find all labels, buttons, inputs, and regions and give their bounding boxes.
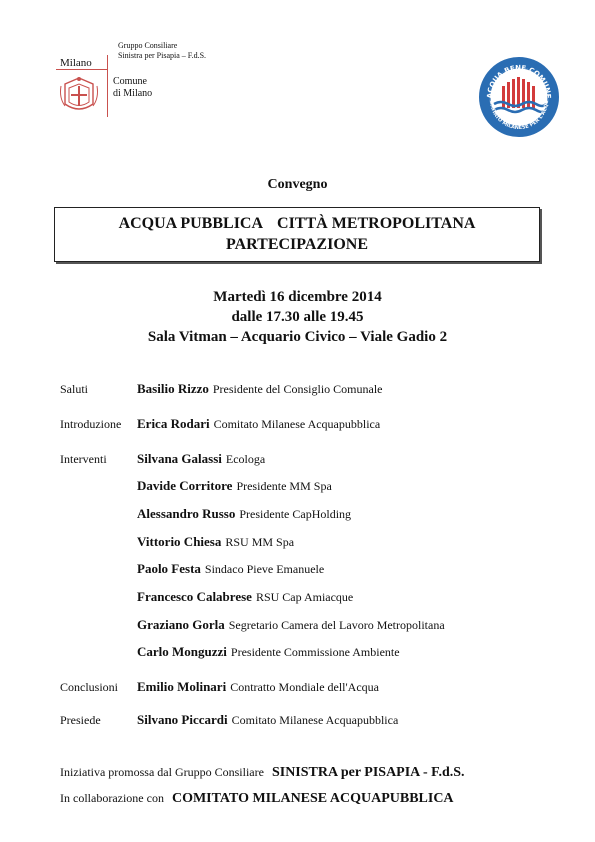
speaker-interventi-5: Paolo Festa Sindaco Pieve Emanuele — [137, 561, 325, 576]
event-time: dalle 17.30 alle 19.45 — [231, 309, 364, 325]
event-title-box — [54, 207, 540, 262]
role-presiede: Presiede — [60, 713, 101, 727]
acqua-bene-comune-logo — [478, 56, 560, 138]
title-part2: CITTÀ METROPOLITANA — [277, 215, 476, 232]
speaker-interventi-1: Silvana Galassi Ecologa — [137, 451, 266, 466]
event-venue: Sala Vitman – Acquario Civico – Viale Gadio 2 — [147, 329, 448, 345]
speaker-conclusioni: Emilio Molinari Contratto Mondiale dell'Acqua — [137, 679, 379, 694]
logo-bottom-text: OMITATO MILANESE PER L'ACQU — [487, 99, 551, 132]
speaker-presiede: Silvano Piccardi Comitato Milanese Acquapubblica — [137, 712, 399, 727]
speaker-interventi-4: Vittorio Chiesa RSU MM Spa — [137, 534, 295, 549]
comune-line1: Comune — [113, 76, 147, 87]
event-kind: Convegno — [267, 177, 328, 192]
logo-top-text: ACQUA BENE COMUNE — [485, 63, 553, 99]
role-conclusioni: Conclusioni — [60, 680, 119, 694]
event-date: Martedì 16 dicembre 2014 — [213, 289, 382, 305]
title-line2: PARTECIPAZIONE — [226, 236, 368, 253]
header-divider-horizontal — [56, 69, 108, 70]
footer-promoted-by: Iniziativa promossa dal Gruppo Consiliare SINISTRA per PISAPIA - F.d.S. — [60, 765, 465, 780]
role-saluti: Saluti — [60, 382, 89, 396]
speaker-saluti: Basilio Rizzo Presidente del Consiglio Comunale — [137, 381, 383, 396]
header-divider-vertical — [107, 55, 108, 117]
speaker-interventi-6: Francesco Calabrese RSU Cap Amiacque — [137, 589, 354, 604]
city-label: Milano — [60, 57, 92, 69]
speaker-interventi-8: Carlo Monguzzi Presidente Commissione Ambiente — [137, 644, 400, 659]
comune-line2: di Milano — [113, 88, 153, 99]
milano-coat-of-arms-icon — [57, 74, 101, 116]
title-part1: ACQUA PUBBLICA — [118, 215, 264, 232]
group-name-line2: Sinistra per Pisapia – F.d.S. — [118, 51, 207, 60]
role-introduzione: Introduzione — [60, 417, 122, 431]
footer-collaboration: In collaborazione con COMITATO MILANESE ACQUAPUBBLICA — [60, 791, 454, 806]
speaker-interventi-2: Davide Corritore Presidente MM Spa — [137, 478, 332, 493]
group-name-line1: Gruppo Consiliare — [118, 41, 178, 50]
speaker-interventi-3: Alessandro Russo Presidente CapHolding — [137, 506, 352, 521]
speaker-interventi-7: Graziano Gorla Segretario Camera del Lavoro Metropolitana — [137, 617, 445, 632]
role-interventi: Interventi — [60, 452, 107, 466]
speaker-introduzione: Erica Rodari Comitato Milanese Acquapubblica — [137, 416, 381, 431]
